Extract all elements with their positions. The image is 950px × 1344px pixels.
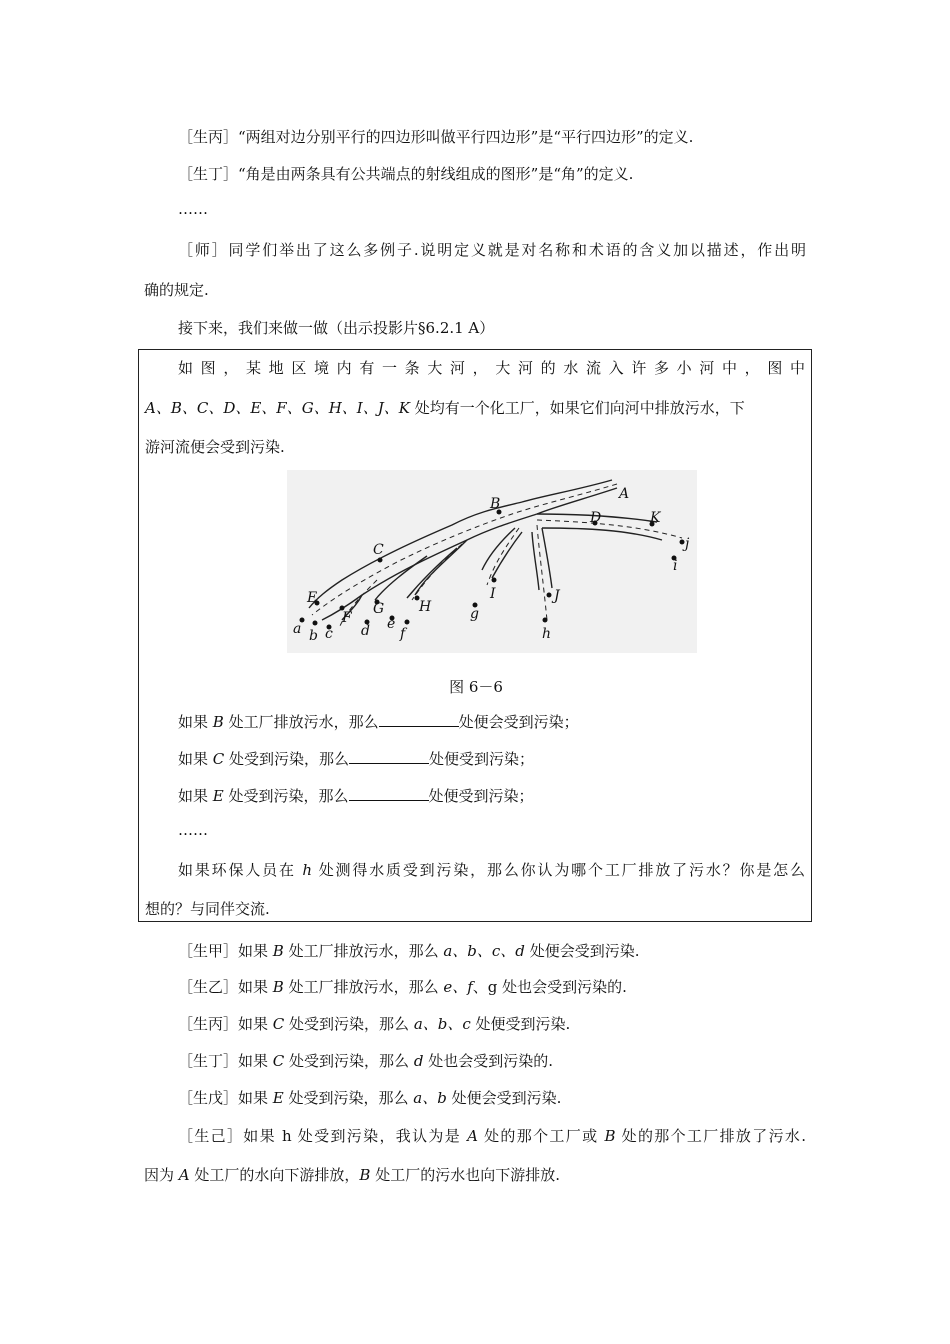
answer-blank-1[interactable] <box>379 712 459 727</box>
label-i: i <box>673 558 678 574</box>
question-2 <box>178 748 534 769</box>
answer-3 <box>178 1013 570 1034</box>
label-d: d <box>361 623 370 639</box>
answer-6-cont <box>144 1164 560 1185</box>
question-2-mid: 处受到污染，那么 <box>224 750 350 768</box>
answer-6-v2: B <box>604 1127 616 1145</box>
label-G: G <box>373 601 385 617</box>
river-diagram <box>287 470 697 653</box>
answer-6b-pre: 因为 <box>144 1166 179 1184</box>
question-3-pre: 如果 <box>178 787 213 805</box>
answer-blank-2[interactable] <box>349 749 429 764</box>
problem-text-2 <box>145 397 805 418</box>
answer-4-mid: 处受到污染，那么 <box>284 1052 414 1070</box>
label-I: I <box>490 586 496 602</box>
label-B: B <box>490 496 501 512</box>
label-f: f <box>400 626 406 642</box>
intro-line: 接下来，我们来做一做（出示投影片§6.2.1 A） <box>178 319 495 337</box>
label-e: e <box>387 616 396 632</box>
answer-6-mid: 处的那个工厂或 <box>478 1127 605 1145</box>
answer-6b-v1: A <box>178 1166 190 1184</box>
problem-text-4-post: 处测得水质受到污染，那么你认为哪个工厂排放了污水？你是怎么 <box>312 861 805 879</box>
label-b: b <box>309 628 318 644</box>
label-H: H <box>419 599 432 615</box>
question-3-var: E <box>212 787 224 805</box>
answer-6 <box>178 1125 806 1146</box>
answer-4 <box>178 1050 553 1071</box>
question-1-pre: 如果 <box>178 713 213 731</box>
answer-3-v2: a、b、c <box>413 1015 471 1033</box>
answer-6-post: 处的那个工厂排放了污水. <box>615 1127 806 1145</box>
river-figure <box>287 470 697 653</box>
problem-text-4 <box>178 859 805 880</box>
factory-points <box>300 510 685 630</box>
teacher-line: ［师］同学们举出了这么多例子.说明定义就是对名称和术语的含义加以描述，作出明 <box>178 241 806 259</box>
problem-text-4-pre: 如果环保人员在 <box>178 861 303 879</box>
label-F: F <box>342 610 352 626</box>
answer-5-v2: a、b <box>413 1089 447 1107</box>
question-1-post: 处便会受到污染； <box>458 713 579 731</box>
answer-1-v1: B <box>272 942 284 960</box>
question-2-pre: 如果 <box>178 750 213 768</box>
label-c: c <box>325 626 333 642</box>
answer-5-v1: E <box>272 1089 284 1107</box>
answer-5 <box>178 1087 561 1108</box>
answer-3-v1: C <box>272 1015 285 1033</box>
answer-5-mid: 处受到污染，那么 <box>283 1089 414 1107</box>
problem-box <box>138 349 812 922</box>
answer-blank-3[interactable] <box>349 786 429 801</box>
teacher-line-cont: 确的规定. <box>144 281 209 299</box>
label-J: J <box>554 588 560 604</box>
question-3 <box>178 785 534 806</box>
answer-2-post: 、g 处也会受到污染的. <box>472 978 627 996</box>
answer-1-mid: 处工厂排放污水，那么 <box>283 942 444 960</box>
river-banks <box>309 480 662 620</box>
answer-1-pre: ［生甲］如果 <box>178 942 273 960</box>
label-h: h <box>542 626 552 642</box>
answer-5-post: 处便会受到污染. <box>446 1089 562 1107</box>
answer-3-post: 处便受到污染. <box>470 1015 571 1033</box>
label-j: j <box>685 536 690 552</box>
question-1-var: B <box>212 713 224 731</box>
question-3-post: 处便受到污染； <box>428 787 534 805</box>
answer-4-pre: ［生丁］如果 <box>178 1052 273 1070</box>
question-1 <box>178 711 579 732</box>
problem-text-1: 如图，某地区境内有一条大河，大河的水流入许多小河中，图中 <box>178 359 805 377</box>
answer-2 <box>178 976 627 997</box>
answer-1-post: 处便会受到污染. <box>524 942 640 960</box>
answer-2-v2: e、f <box>443 978 473 996</box>
answer-2-pre: ［生乙］如果 <box>178 978 273 996</box>
dialogue-line-2: ［生丁］“角是由两条具有公共端点的射线组成的图形”是“角”的定义. <box>178 165 634 183</box>
answer-4-v2: d <box>413 1052 424 1070</box>
problem-text-3: 游河流便会受到污染. <box>145 438 285 456</box>
problem-text-4-var: h <box>302 861 313 879</box>
dialogue-line-1: ［生丙］“两组对边分别平行的四边形叫做平行四边形”是“平行四边形”的定义. <box>178 128 694 146</box>
label-A: A <box>619 486 630 502</box>
answer-3-pre: ［生丙］如果 <box>178 1015 273 1033</box>
label-C: C <box>373 542 384 558</box>
ellipsis: …… <box>178 200 208 218</box>
label-a: a <box>293 621 302 637</box>
problem-text-5: 想的？与同伴交流. <box>145 900 270 918</box>
figure-caption: 图 6－6 <box>449 678 503 696</box>
answer-3-mid: 处受到污染，那么 <box>284 1015 414 1033</box>
answer-6-pre: ［生己］如果 h 处受到污染，我认为是 <box>178 1127 468 1145</box>
answer-5-pre: ［生戊］如果 <box>178 1089 273 1107</box>
question-3-mid: 处受到污染，那么 <box>223 787 349 805</box>
answer-6-v1: A <box>467 1127 479 1145</box>
answer-2-v1: B <box>272 978 284 996</box>
factory-letters: A、B、C、D、E、F、G、H、I、J、K <box>145 399 410 417</box>
answer-4-post: 处也会受到污染的. <box>423 1052 553 1070</box>
label-D: D <box>590 510 602 526</box>
answer-1-v2: a、b、c、d <box>443 942 525 960</box>
question-2-var: C <box>212 750 225 768</box>
answer-2-mid: 处工厂排放污水，那么 <box>283 978 444 996</box>
answer-6b-post: 处工厂的污水也向下游排放. <box>370 1166 560 1184</box>
label-K: K <box>650 510 661 526</box>
question-2-post: 处便受到污染； <box>429 750 535 768</box>
answer-1 <box>178 940 639 961</box>
problem-text-2-rest: 处均有一个化工厂，如果它们向河中排放污水，下 <box>409 399 745 417</box>
question-1-mid: 处工厂排放污水，那么 <box>223 713 379 731</box>
answer-6b-v2: B <box>359 1166 371 1184</box>
answer-4-v1: C <box>272 1052 285 1070</box>
label-E: E <box>307 590 318 606</box>
answer-6b-mid: 处工厂的水向下游排放， <box>189 1166 360 1184</box>
label-g: g <box>470 606 479 622</box>
box-ellipsis: …… <box>178 821 208 839</box>
